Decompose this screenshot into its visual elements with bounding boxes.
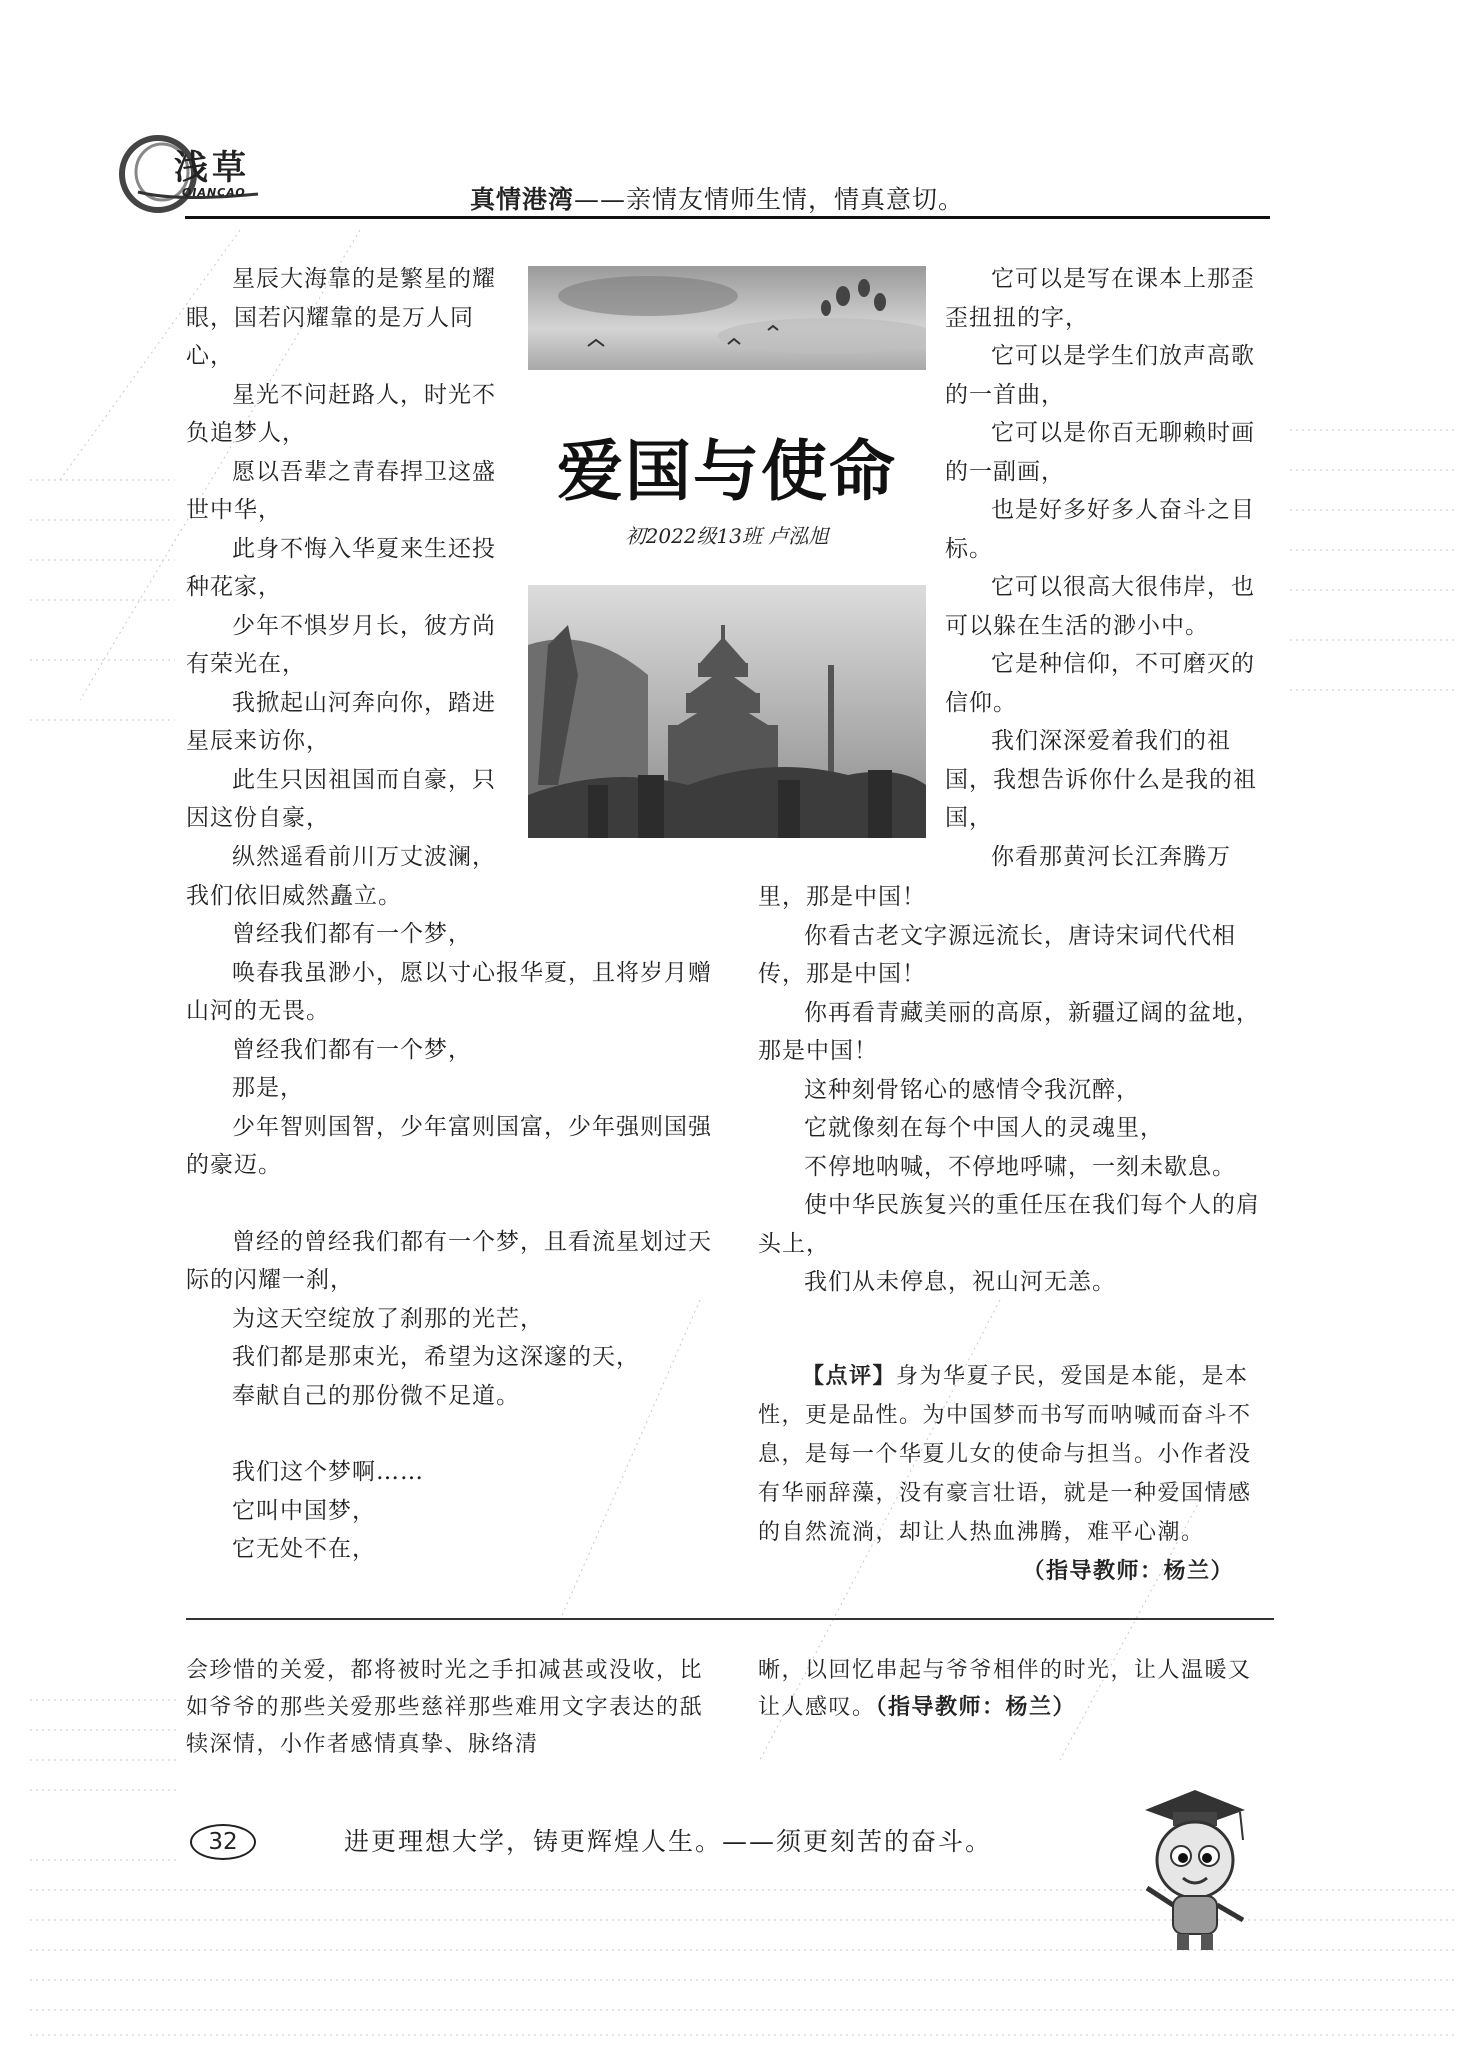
right-column-low [758,878,1274,1302]
paragraph: 不停地呐喊，不停地呼啸，一刻未歇息。 [804,1153,1236,1180]
paragraph: 为这天空绽放了刹那的光芒， [232,1305,544,1332]
logo-name: 浅草 [174,148,250,188]
paragraph: 你看那黄河长江奔腾万 [991,843,1231,870]
right-column-top [945,260,1275,876]
paragraph: 曾经我们都有一个梦， [232,921,472,947]
page-number: 32 [190,1824,256,1860]
paragraph: 此身不悔入华夏来生还投种花家， [186,535,496,600]
editor-comment [758,1357,1274,1591]
paragraph: 奉献自己的那份微不足道。 [232,1382,520,1409]
paragraph: 我掀起山河奔向你，踏进星辰来访你， [186,689,496,754]
sky-birds-illustration [528,266,926,370]
paragraph: 它无处不在， [232,1536,376,1562]
paragraph: 曾经我们都有一个梦， [232,1036,472,1063]
previous-comment-text: 晰，以回忆串起与爷爷相伴的时光，让人温暖又让人感叹。 [758,1658,1252,1720]
logo-pinyin: QIANCAO [182,186,246,199]
paragraph: 星辰大海靠的是繁星的耀眼，国若闪耀靠的是万人同心， [186,266,496,369]
paragraph: 这种刻骨铭心的感情令我沉醉， [804,1076,1140,1103]
section-subtitle: ——亲情友情师生情，情真意切。 [574,185,965,214]
paragraph: 此生只因祖国而自豪，只因这份自豪， [186,766,496,831]
paragraph: 它是种信仰，不可磨灭的信仰。 [945,651,1255,716]
comment-text: 身为华夏子民，爱国是本能，是本性，更是品性。为中国梦而书写而呐喊而奋斗不息，是每一个华夏儿女的使命与担当。小作者没有华丽辞藻，没有豪言壮语，就是一种爱国情感的自然流淌，却让人热血沸腾，难平心潮。 [758,1364,1252,1545]
paragraph: 星光不问赶路人，时光不负追梦人， [186,381,496,446]
article-byline: 初2022级13班 卢泓旭 [625,524,829,548]
previous-comment-right [758,1652,1274,1726]
comment-teacher: （指导教师：杨兰） [1022,1559,1234,1584]
paragraph: 那是， [232,1075,304,1101]
paragraph: 它就像刻在每个中国人的灵魂里， [804,1115,1164,1141]
left-column-low [186,915,716,1569]
comment-label: 【点评】 [802,1364,897,1389]
paragraph: 使中华民族复兴的重任压在我们每个人的肩头上， [758,1192,1260,1257]
magazine-logo [118,132,268,214]
previous-comment-left: 会珍惜的关爱，都将被时光之手扣减甚或没收，比如爷爷的那些关爱那些慈祥那些难用文字表达的舐犊深情，小作者感情真挚、脉络清 [186,1658,704,1757]
paragraph: 唤春我虽渺小，愿以寸心报华夏，且将岁月赠山河的无畏。 [186,959,712,1024]
left-column-mid [186,838,516,915]
graduate-mascot-icon [1115,1770,1265,1955]
paragraph: 你再看青藏美丽的高原，新疆辽阔的盆地，那是中国！ [758,999,1260,1064]
paragraph: 我们从未停息，祝山河无恙。 [804,1269,1116,1295]
paragraph: 里，那是中国！ [758,884,926,910]
paragraph: 也是好多好多人奋斗之目标。 [945,497,1255,562]
paragraph: 少年智则国智，少年富则国富，少年强则国强的豪迈。 [186,1113,712,1178]
paragraph: 我们都是那束光，希望为这深邃的天， [232,1344,640,1370]
bottom-divider [186,1618,1274,1620]
paragraph: 它叫中国梦， [232,1497,376,1524]
header-divider [185,216,1270,219]
paragraph: 我们深深爱着我们的祖国，我想告诉你什么是我的祖国， [945,728,1257,831]
paragraph: 曾经的曾经我们都有一个梦，且看流星划过天际的闪耀一刹， [186,1228,712,1293]
previous-comment-teacher: （指导教师：杨兰） [875,1695,1077,1720]
paragraph: 它可以是你百无聊赖时画的一副画， [945,420,1255,485]
section-title: 真情港湾 [470,185,575,214]
paragraph: 你看古老文字源远流长，唐诗宋词代代相传，那是中国！ [758,922,1236,987]
paragraph: 少年不惧岁月长，彼方尚有荣光在， [186,612,496,677]
paragraph: 纵然遥看前川万丈波澜，我们依旧威然矗立。 [186,844,496,909]
article-title: 爱国与使命 [557,432,897,510]
paragraph: 我们这个梦啊…… [232,1459,424,1485]
paragraph: 愿以吾辈之青春捍卫这盛世中华， [186,458,496,523]
temple-of-heaven-illustration [528,585,926,838]
footer-slogan: 进更理想大学，铸更辉煌人生。——须更刻苦的奋斗。 [344,1827,993,1856]
left-column-top [186,260,516,838]
paragraph: 它可以是学生们放声高歌的一首曲， [945,343,1255,408]
section-header [470,180,1170,216]
paragraph: 它可以是写在课本上那歪歪扭扭的字， [945,266,1255,331]
paragraph: 它可以很高大很伟岸，也可以躲在生活的渺小中。 [945,574,1255,639]
